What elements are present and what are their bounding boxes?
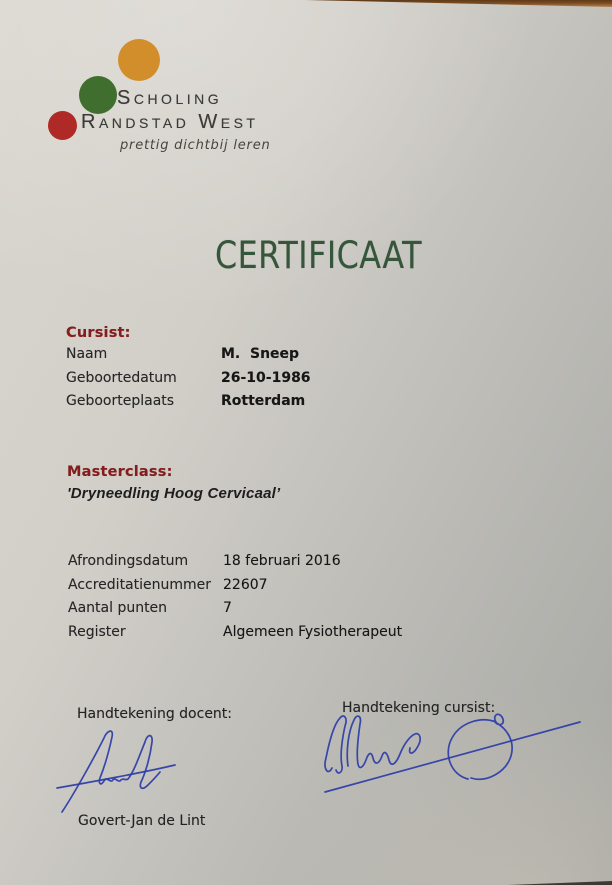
field-label: Naam (66, 346, 108, 362)
field-label: Accreditatienummer (68, 576, 212, 593)
field-value: 26-10-1986 (221, 369, 311, 386)
field-value: Rotterdam (221, 393, 306, 410)
logo-dot-green-icon (79, 76, 117, 114)
field-value: M. Sneep (221, 346, 300, 362)
field-value: Algemeen Fysiotherapeut (223, 624, 403, 641)
field-label: Afrondingsdatum (68, 553, 189, 569)
details-row-aantal-punten (68, 600, 402, 624)
cursist-row-geboorteplaats (66, 393, 311, 417)
details-row-afrondingsdatum (68, 553, 402, 577)
table-edge-bottom-right (508, 881, 612, 885)
masterclass-course-name: 'Dryneedling Hoog Cervicaal’ (67, 485, 281, 502)
cursist-row-naam (66, 346, 311, 370)
field-value: 22607 (223, 576, 268, 593)
details-row-accreditatienummer (68, 577, 402, 601)
docent-signature-label: Handtekening docent: (77, 706, 233, 722)
logo-dot-red-icon (48, 111, 77, 140)
details-row-register (68, 624, 402, 648)
cursist-signature-label: Handtekening cursist: (342, 700, 496, 716)
field-label: Register (68, 624, 126, 641)
cursist-row-geboortedatum (66, 370, 311, 394)
details-rows (68, 553, 402, 648)
cursist-signature-image (318, 708, 586, 798)
docent-signature-image (46, 720, 186, 820)
field-value: 18 februari 2016 (223, 553, 341, 569)
field-label: Geboorteplaats (66, 393, 175, 410)
logo-dot-orange-icon (118, 39, 160, 81)
certificate-title: CERTIFICAAT (215, 234, 422, 277)
field-label: Geboortedatum (66, 369, 177, 386)
cursist-rows (66, 346, 311, 417)
field-value: 7 (223, 600, 232, 617)
table-edge-top (0, 0, 612, 7)
masterclass-heading: Masterclass: (67, 464, 173, 480)
logo-tagline: prettig dichtbij leren (120, 138, 271, 153)
logo-name-line2: Randstad West (81, 111, 259, 133)
cursist-heading: Cursist: (66, 325, 131, 341)
logo-name-line1: Scholing (117, 87, 223, 109)
field-label: Aantal punten (68, 600, 168, 617)
docent-name: Govert-Jan de Lint (78, 813, 206, 829)
